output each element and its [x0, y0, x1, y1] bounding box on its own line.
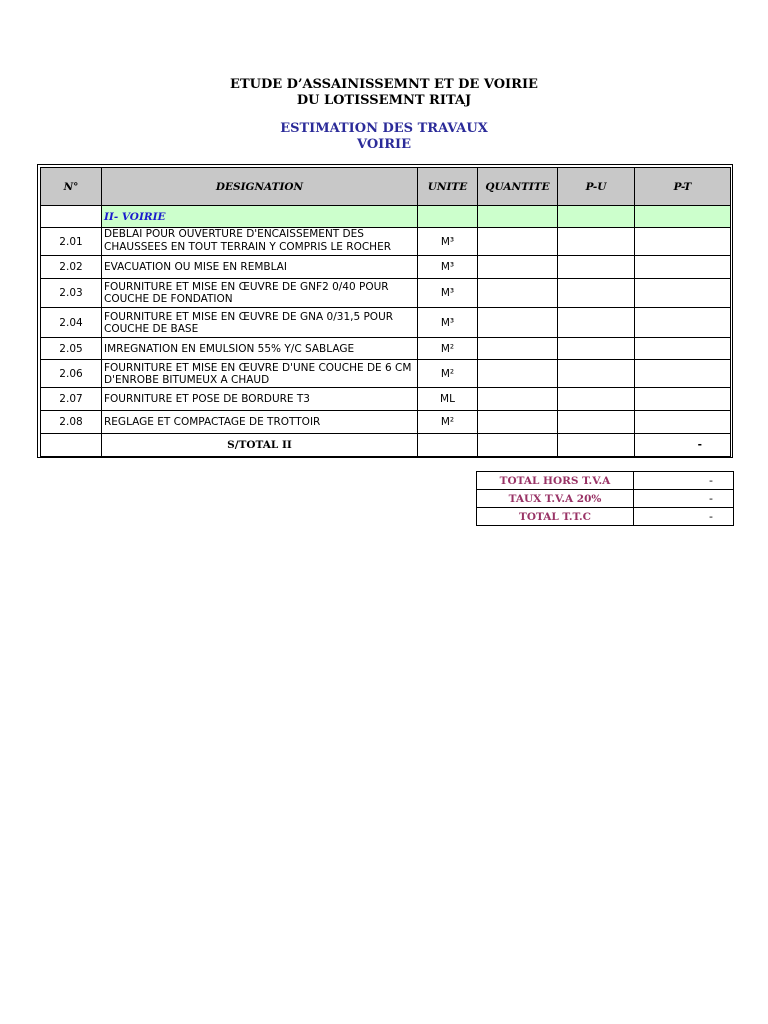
table-row: [41, 256, 731, 279]
col-header-quantity: QUANTITE: [478, 168, 558, 206]
table-row: [41, 411, 731, 434]
row-unit: ML: [418, 388, 478, 411]
section-row: [41, 206, 731, 228]
row-designation: IMREGNATION EN EMULSION 55% Y/C SABLAGE: [102, 338, 418, 360]
totals-table: [476, 471, 734, 526]
row-unit: M²: [418, 360, 478, 388]
row-total-price[interactable]: [635, 228, 731, 256]
row-number: 2.06: [41, 360, 102, 388]
row-quantity[interactable]: [478, 308, 558, 338]
row-quantity[interactable]: [478, 279, 558, 308]
row-number: 2.01: [41, 228, 102, 256]
row-total-price[interactable]: [635, 388, 731, 411]
title-line-1: ETUDE D’ASSAINISSEMNT ET DE VOIRIE: [230, 77, 538, 92]
row-unit: M³: [418, 228, 478, 256]
row-total-price[interactable]: [635, 360, 731, 388]
totals-row: [477, 490, 734, 508]
row-designation: FOURNITURE ET POSE DE BORDURE T3: [102, 388, 418, 411]
tva-rate-value[interactable]: -: [634, 490, 734, 508]
row-total-price[interactable]: [635, 411, 731, 434]
row-unit: M²: [418, 411, 478, 434]
total-ttc-label: TOTAL T.T.C: [477, 508, 634, 526]
title-line-2: DU LOTISSEMNT RITAJ: [296, 93, 472, 108]
col-header-num: N°: [41, 168, 102, 206]
row-unit-price[interactable]: [558, 256, 635, 279]
subtitle-line-1: ESTIMATION DES TRAVAUX: [280, 121, 488, 136]
estimate-table: [40, 167, 731, 457]
subtotal-row: [41, 434, 731, 457]
row-unit-price[interactable]: [558, 411, 635, 434]
row-unit-price[interactable]: [558, 279, 635, 308]
row-quantity[interactable]: [478, 256, 558, 279]
section-label: II- VOIRIE: [102, 206, 418, 228]
row-designation: EVACUATION OU MISE EN REMBLAI: [102, 256, 418, 279]
row-number: 2.03: [41, 279, 102, 308]
totals-row: [477, 508, 734, 526]
row-number: 2.04: [41, 308, 102, 338]
totals-row: [477, 472, 734, 490]
document-title: [0, 77, 768, 109]
tva-rate-label: TAUX T.V.A 20%: [477, 490, 634, 508]
row-quantity[interactable]: [478, 388, 558, 411]
total-ttc-value[interactable]: -: [634, 508, 734, 526]
row-total-price[interactable]: [635, 308, 731, 338]
total-ht-label: TOTAL HORS T.V.A: [477, 472, 634, 490]
row-designation: FOURNITURE ET MISE EN ŒUVRE D'UNE COUCHE DE 6 CM D'ENROBE BITUMEUX A CHAUD: [102, 360, 418, 388]
row-designation: FOURNITURE ET MISE EN ŒUVRE DE GNA 0/31,5 POUR COUCHE DE BASE: [102, 308, 418, 338]
row-number: 2.07: [41, 388, 102, 411]
row-unit: M³: [418, 308, 478, 338]
row-unit-price[interactable]: [558, 228, 635, 256]
row-quantity[interactable]: [478, 411, 558, 434]
row-designation: FOURNITURE ET MISE EN ŒUVRE DE GNF2 0/40 POUR COUCHE DE FONDATION: [102, 279, 418, 308]
row-unit: M²: [418, 338, 478, 360]
row-designation: REGLAGE ET COMPACTAGE DE TROTTOIR: [102, 411, 418, 434]
row-number: 2.08: [41, 411, 102, 434]
subtotal-value[interactable]: -: [635, 434, 731, 457]
table-row: [41, 388, 731, 411]
col-header-total-price: P-T: [635, 168, 731, 206]
row-number: 2.02: [41, 256, 102, 279]
row-unit: M³: [418, 279, 478, 308]
table-row: [41, 338, 731, 360]
row-quantity[interactable]: [478, 228, 558, 256]
row-total-price[interactable]: [635, 279, 731, 308]
row-number: 2.05: [41, 338, 102, 360]
row-unit: M³: [418, 256, 478, 279]
row-unit-price[interactable]: [558, 388, 635, 411]
table-header-row: [41, 168, 731, 206]
table-row: [41, 228, 731, 256]
row-designation: DEBLAI POUR OUVERTURE D'ENCAISSEMENT DES CHAUSSEES EN TOUT TERRAIN Y COMPRIS LE ROCHER: [102, 228, 418, 256]
row-quantity[interactable]: [478, 360, 558, 388]
col-header-unit: UNITE: [418, 168, 478, 206]
row-unit-price[interactable]: [558, 360, 635, 388]
table-row: [41, 308, 731, 338]
row-unit-price[interactable]: [558, 338, 635, 360]
table-row: [41, 360, 731, 388]
subtitle-line-2: VOIRIE: [356, 137, 412, 152]
table-row: [41, 279, 731, 308]
col-header-unit-price: P-U: [558, 168, 635, 206]
row-total-price[interactable]: [635, 256, 731, 279]
row-unit-price[interactable]: [558, 308, 635, 338]
subtotal-label: S/TOTAL II: [102, 434, 418, 457]
document-subtitle: [0, 121, 768, 153]
col-header-designation: DESIGNATION: [102, 168, 418, 206]
row-total-price[interactable]: [635, 338, 731, 360]
total-ht-value[interactable]: -: [634, 472, 734, 490]
row-quantity[interactable]: [478, 338, 558, 360]
